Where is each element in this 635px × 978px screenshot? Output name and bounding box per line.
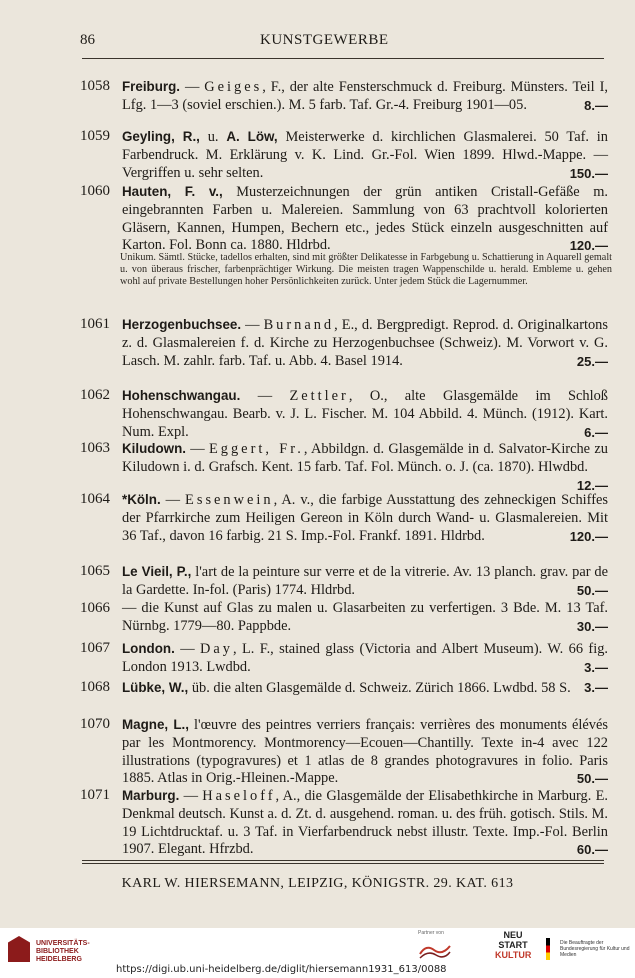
entry-author: Magne, L., (122, 717, 189, 732)
entry-text (122, 679, 608, 698)
entry-price: 25.— (576, 353, 608, 369)
page-title: KUNSTGEWERBE (260, 32, 389, 48)
entry-number: 1060 (80, 183, 110, 199)
entry-separator: — (241, 317, 264, 333)
entry-number: 1059 (80, 128, 110, 144)
entry-number: 1066 (80, 600, 110, 616)
entry-text (122, 640, 608, 677)
catalog-footer: KARL W. HIERSEMANN, LEIPZIG, KÖNIGSTR. 29. KAT. 613 (121, 876, 514, 891)
entry-separator: — (160, 492, 186, 508)
entry-author: Kiludown. (122, 441, 186, 456)
entry-number: 1063 (80, 440, 110, 456)
university-library-name[interactable]: UNIVERSITÄTS- BIBLIOTHEK HEIDELBERG (36, 940, 90, 963)
entry-separator: — (185, 441, 209, 457)
entry-price: 50.— (576, 771, 608, 787)
entry-number: 1061 (80, 316, 110, 332)
header-rule (82, 58, 604, 59)
entry-coauthor: A. Löw, (226, 129, 278, 144)
entry-description: , E., d. Bergpredigt. Reprod. d. Originalkartons z. d. Glasmalereien f. d. Kirche zu Herzogenbuchsee (Schweiz). M. Vorwort v. G. Lasch. M. zahlr. farb. Taf. u. Abb. 4. Basel 1914. (122, 317, 608, 369)
entry-text (122, 78, 608, 115)
entry-text (122, 491, 608, 545)
entry-price: 8.— (584, 97, 608, 113)
partner-logo-icon[interactable] (418, 940, 452, 960)
entry-description: , Abbildgn. d. Glasgemälde in d. Salvator-Kirche zu Kiludown i. d. Grafsch. Kent. 15 farb. Taf. Fol. Münch. o. J. (ca. 1870). Hlwdbd. (122, 441, 608, 475)
ministry-name: Die Beauftragte der Bundesregierung für Kultur und Medien (560, 940, 630, 958)
entry-spaced-author: Burnand (263, 317, 335, 333)
entry-description: l'art de la peinture sur verre et de la vitrerie. Av. 13 planch. grav. par de la Gardette. In-fol. (Paris) 1774. Hldrbd. (122, 564, 609, 598)
partner-caption: Partner von (418, 930, 444, 936)
entry-price: 12.— (576, 477, 608, 493)
entry-author: Hohenschwangau. (122, 388, 241, 403)
entry-spaced-author: Zettler (289, 388, 349, 404)
entry-separator: u. (199, 129, 227, 145)
entry-text (122, 440, 608, 494)
entry-separator: — (180, 79, 205, 95)
entry-description: Musterzeichnungen der grün antiken Cristall-Gefäße m. eingebrannten Farben u. Malereien. Sammlung von 63 prachtvoll kolorierten Gläsern, Kannen, Humpen, Bechern etc., jedes Stück einzeln ausgeschnitten auf Karton. Fol. Bonn ca. 1880. Hldrbd. (122, 184, 608, 254)
entry-author: Marburg. (122, 788, 180, 803)
entry-text (122, 600, 608, 636)
entry-description: , A., die Glasgemälde der Elisabethkirche in Marburg. E. Denkmal deutsch. Kunst a. d. Zt. d. ausgehend. roman. u. des früh. gotisch. Stils. M. 19 Lichtdrucktaf. u. 3 Taf. in Vierfarbendruck nebst illustr. Texte. Imp.-Fol. Berlin 1907. Elegant. Hfrzbd. (122, 788, 609, 858)
entry-author: *Köln. (122, 492, 161, 507)
entry-number: 1068 (80, 679, 110, 695)
entry-text (122, 316, 608, 370)
entry-number: 1070 (80, 716, 110, 732)
entry-price: 6.— (584, 424, 608, 440)
page-number: 86 (80, 32, 95, 48)
entry-number: 1067 (80, 640, 110, 656)
entry-description: l'œuvre des peintres verriers français: verrières des monuments élévés par les Montmorency. Montmorency—Ecouen—Chantilly. Texte in-4 avec 122 illustrations (typogravures) et 1 atlas de 8 grandes photogravures in folio. Paris 1885. Atlas in Orig.-Hleinen.-Mappe. (122, 717, 608, 787)
entry-text (122, 716, 608, 788)
entry-spaced-author: Geiges (204, 79, 263, 95)
entry-number: 1071 (80, 787, 110, 803)
entry-spaced-author: Eggert, Fr. (209, 441, 304, 457)
entry-separator: — (240, 388, 290, 404)
entry-author: Geyling, R., (122, 129, 200, 144)
entry-spaced-author: Haseloff (202, 788, 276, 804)
entry-price: 50.— (576, 582, 608, 598)
entry-price: 3.— (584, 659, 608, 675)
entry-spaced-author: Day (199, 641, 233, 657)
entry-text (122, 387, 608, 441)
entry-author: London. (122, 641, 175, 656)
entry-author: Le Vieil, P., (122, 564, 192, 579)
entry-separator: — (174, 641, 200, 657)
entry-description: , L. F., stained glass (Victoria and Albert Museum). W. 66 fig. London 1913. Lwdbd. (122, 641, 608, 675)
entry-description: Meisterwerke d. kirchlichen Glasmalerei. 50 Taf. in Farbendruck. M. Erklärung v. K. Lind. Gr.-Fol. Wien 1899. Hlwd.-Mappe. — Vergriffen u. sehr selten. (122, 129, 609, 181)
permalink-url[interactable]: https://digi.ub.uni-heidelberg.de/diglit/hiersemann1931_613/0088 (116, 964, 447, 975)
entry-number: 1065 (80, 563, 110, 579)
entry-price: 3.— (584, 680, 608, 695)
entry-description: , O., alte Glasgemälde im Schloß Hohenschwangau. Bearb. v. J. L. Fischer. M. 104 Abbild. 4. Münch. (1912). Kart. Num. Expl. (122, 388, 609, 440)
entry-text (122, 128, 608, 182)
neustart-line-1: NEU (503, 930, 523, 940)
entry-text (122, 183, 608, 255)
entry-text (122, 787, 608, 859)
entry-number: 1062 (80, 387, 110, 403)
footer-rule-bottom (82, 863, 604, 864)
federal-culture-logo[interactable] (546, 934, 632, 966)
entry-author: Freiburg. (122, 79, 181, 94)
german-flag-icon (546, 938, 550, 960)
entry-note-1060: Unikum. Sämtl. Stücke, tadellos erhalten, sind mit größter Delikatesse in Farbgebung u. Schattierung in Aquarell gemalt u. von überaus frischer, farbenprächtiger Wirkung. Die meisten tragen Wappenschilde u. herald. Embleme u. gehen wohl auf private Bestellungen hoher Persönlichkeiten zurück. Unter jedem Stück die Lagernummer. (120, 252, 612, 287)
entry-spaced-author: Essenwein (185, 492, 274, 508)
entry-text (122, 563, 608, 600)
entry-number: 1064 (80, 491, 110, 507)
university-library-logo-icon[interactable] (8, 936, 30, 962)
viewer-bottom-bar (0, 928, 635, 978)
entry-description: — die Kunst auf Glas zu malen u. Glasarbeiten zu verfertigen. 3 Bde. M. 13 Taf. Nürnbg. 1779—80. Pappbde. (122, 600, 608, 634)
neustart-line-3: KULTUR (495, 950, 532, 960)
neustart-kultur-logo[interactable] (495, 930, 531, 974)
entry-price: 60.— (576, 842, 608, 858)
entry-price: 30.— (576, 618, 608, 634)
entry-price: 150.— (569, 165, 608, 181)
entry-description: üb. die alten Glasgemälde d. Schweiz. Zürich 1866. Lwdbd. 58 S. (188, 680, 571, 696)
entry-price: 120.— (569, 238, 608, 254)
entry-description: , A. v., die farbige Ausstattung des zehneckigen Schiffes der Pfarrkirche zum Heiligen Gereon in Köln durch Wand- u. Glasmalereien. Mit 36 Taf., davon 16 farbig. 21 S. Imp.-Fol. Frankf. 1891. Hldrbd. (122, 492, 608, 544)
entry-number: 1058 (80, 78, 110, 94)
entry-separator: — (179, 788, 203, 804)
entry-author: Hauten, F. v., (122, 184, 223, 199)
entry-description: , F., der alte Fensterschmuck d. Freiburg. Münsters. Teil I, Lfg. 1—3 (soviel erschien.). M. 5 farb. Taf. Gr.-4. Freiburg 1901—05. (122, 79, 608, 113)
entry-author: Herzogenbuchsee. (122, 317, 242, 332)
neustart-line-2: START (498, 940, 528, 950)
entry-author: Lübke, W., (122, 680, 189, 695)
footer-rule-top (82, 860, 604, 861)
entry-price: 120.— (569, 528, 608, 544)
